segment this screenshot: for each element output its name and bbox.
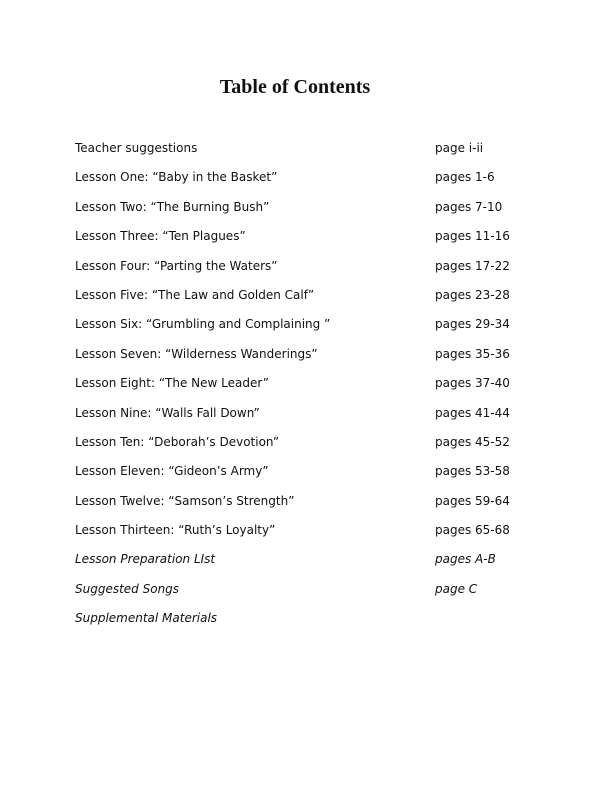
toc-entry-lesson-eight (75, 375, 555, 404)
toc-entry-lesson-two (75, 199, 555, 228)
toc-entry-pages: pages 41-44 (435, 405, 510, 420)
toc-entry-pages: pages 37-40 (435, 376, 510, 391)
toc-entry-label: Lesson Eleven: “Gideon’s Army” (75, 464, 269, 479)
toc-entry-pages: pages 7-10 (435, 199, 503, 214)
toc-entry-lesson-six (75, 316, 555, 345)
toc-entry-label: Lesson Four: “Parting the Waters” (75, 258, 278, 273)
toc-entry-pages: page C (435, 581, 478, 596)
toc-entry-pages: pages 59-64 (435, 493, 510, 508)
toc-entry-lesson-seven (75, 346, 555, 375)
toc-entry-label: Teacher suggestions (75, 141, 198, 155)
toc-entry-label: Lesson Eight: “The New Leader” (75, 376, 270, 391)
toc-entry-lesson-thirteen (75, 522, 555, 551)
toc-entry-pages: pages 11-16 (435, 229, 510, 244)
toc-entry-lesson-ten (75, 434, 555, 463)
toc-entry-label: Lesson Seven: “Wilderness Wanderings” (75, 346, 318, 361)
toc-entry-lesson-three (75, 228, 555, 257)
table-of-contents (75, 140, 555, 640)
toc-entry-lesson-four (75, 258, 555, 287)
toc-entry-lesson-twelve (75, 493, 555, 522)
toc-entry-label: Lesson One: “Baby in the Basket” (75, 170, 278, 185)
toc-entry-pages: pages 29-34 (435, 317, 510, 332)
toc-entry-label: Lesson Nine: “Walls Fall Down” (75, 405, 260, 420)
toc-entry-pages: pages 45-52 (435, 434, 510, 449)
toc-entry-lesson-five (75, 287, 555, 316)
toc-entry-teacher-suggestions (75, 140, 555, 169)
toc-entry-label: Lesson Six: “Grumbling and Complaining ” (75, 317, 331, 332)
toc-entry-lesson-nine (75, 405, 555, 434)
toc-entry-pages: page i-ii (435, 141, 484, 155)
toc-entry-pages: pages 1-6 (435, 170, 495, 185)
toc-entry-label: Supplemental Materials (75, 611, 218, 626)
toc-entry-label: Suggested Songs (75, 581, 180, 596)
toc-entry-pages: pages 17-22 (435, 258, 510, 273)
toc-entry-pages: pages 53-58 (435, 464, 510, 479)
toc-entry-label: Lesson Three: “Ten Plagues” (75, 229, 246, 244)
toc-entry-label: Lesson Two: “The Burning Bush” (75, 199, 270, 214)
toc-entry-lesson-one (75, 169, 555, 198)
toc-entry-label: Lesson Preparation LIst (75, 552, 216, 567)
toc-entry-pages: pages 65-68 (435, 523, 510, 538)
toc-entry-label: Lesson Five: “The Law and Golden Calf” (75, 287, 315, 302)
toc-entry-pages: pages 23-28 (435, 287, 510, 302)
toc-entry-label: Lesson Ten: “Deborah’s Devotion” (75, 434, 280, 449)
toc-entry-label: Lesson Twelve: “Samson’s Strength” (75, 493, 295, 508)
toc-entry-lesson-preparation-list (75, 551, 555, 580)
toc-entry-suggested-songs (75, 581, 555, 610)
toc-entry-label: Lesson Thirteen: “Ruth’s Loyalty” (75, 523, 276, 538)
page-title: Table of Contents (219, 76, 371, 98)
toc-entry-pages: pages 35-36 (435, 346, 510, 361)
toc-entry-pages: pages A-B (435, 552, 496, 567)
toc-entry-lesson-eleven (75, 463, 555, 492)
toc-entry-supplemental-materials (75, 610, 555, 639)
